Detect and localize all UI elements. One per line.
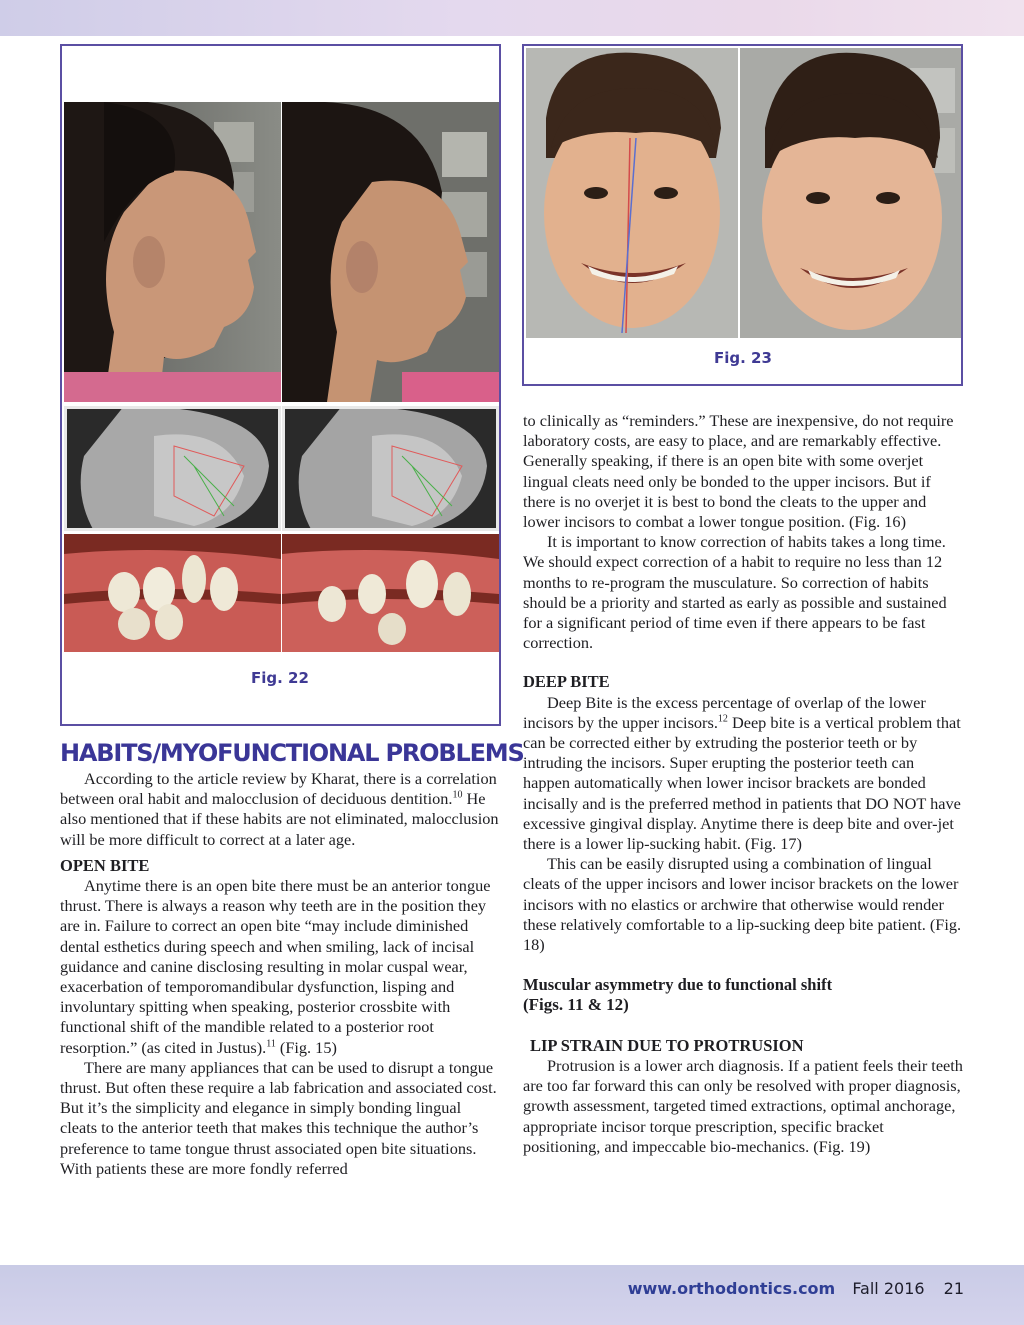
profile-photo-right (282, 102, 499, 402)
top-header-band (0, 0, 1024, 36)
deep-bite-paragraph-1: Deep Bite is the excess percentage of overlap of the lower incisors by the upper incisors.$^{12}$ Deep bite is a vertical problem that can be corrected either by extruding the posterior teeth or by intruding the incisors. Super erupting the posterior teeth can happen automatically when lower incisor brackets are bonded incisally and is the preferred method in patients that DO NOT have excessive gingival display. Anytime there is deep bite and over-jet there is a lower lip-sucking habit. (Fig. 17) (523, 692, 961, 854)
issue-label: Fall 2016 (852, 1279, 925, 1298)
figure-23 (522, 44, 963, 386)
page-number: 21 (943, 1279, 964, 1298)
open-bite-paragraph-1: Anytime there is an open bite there must be an anterior tongue thrust. There is always a reason why teeth are in the position they are in. Failure to correct an open bite “may include diminished dental esthetics during speech and when smiling, lack of incisal guidance and canine disclosing resulting in molar cuspal wear, exacerbation of temporomandibular dysfunction, lisping and involuntary spitting when speaking, posterior crossbite with functional shift of the mandible related to a posterior root resorption.” (as cited in Justus).$^{11}$ (Fig. 15) (60, 876, 491, 1057)
figure-22 (60, 44, 501, 726)
lip-strain-paragraph: Protrusion is a lower arch diagnosis. If a patient feels their teeth are too far forward this can only be resolved with proper diagnosis, growth assessment, targeted timed extractions, optimal anchorage, appropriate incisor torque prescription, specific bracket positioning, and impeccable bio-mechanics. (Fig. 19) (523, 1055, 963, 1156)
smile-photo-right (740, 48, 961, 338)
figure-23-caption: Fig. 23 (714, 349, 772, 367)
right-column (523, 411, 965, 1157)
continued-paragraph: to clinically as “reminders.” These are inexpensive, do not require laboratory costs, are easy to place, and are remarkably effective. Generally speaking, if there is an open bite with some overjet lingual cleats need only be bonded to the upper incisors. But if there is no overjet it is best to bond the cleats to the upper and lower incisors to combat a lower tongue position. (Fig. 16) (523, 411, 954, 532)
lip-strain-heading: LIP STRAIN DUE TO PROTRUSION (530, 1035, 804, 1055)
deep-bite-paragraph-2: This can be easily disrupted using a combination of lingual cleats of the upper incisors and lower incisor brackets on the lower incisors with no elastics or archwire that otherwise would render these relatively comfortable to a lip-sucking deep bite patient. (Fig. 18) (523, 854, 962, 955)
muscular-figs-ref: (Figs. 11 & 12) (523, 995, 629, 1015)
ceph-xray-right (282, 406, 499, 531)
open-bite-heading: OPEN BITE (60, 855, 150, 875)
muscular-asymmetry-heading: Muscular asymmetry due to functional shift (523, 975, 833, 995)
section-heading-habits: HABITS/MYOFUNCTIONAL PROBLEMS (60, 739, 524, 767)
profile-photo-left (64, 102, 281, 402)
figure-22-caption: Fig. 22 (251, 669, 309, 687)
intraoral-photo-right (282, 534, 499, 652)
intraoral-photo-left (64, 534, 281, 652)
left-column (60, 769, 500, 1179)
ceph-xray-left (64, 406, 281, 531)
habits-duration-paragraph: It is important to know correction of habits takes a long time. We should expect correction of a habit to require no less than 12 months to re-program the musculature. So correction of habits should be a priority and started as early as possible and sustained for a significant period of time even if there appears to be fast correction. (523, 532, 947, 653)
deep-bite-heading: DEEP BITE (523, 672, 610, 692)
smile-photo-left (526, 48, 738, 338)
open-bite-paragraph-2: There are many appliances that can be used to disrupt a tongue thrust. But often these require a lab fabrication and associated cost. But it’s the simplicity and elegance in simply bonding lingual cleats to the anterior teeth that makes this technique the author’s preference to tame tongue thrust associated open bite situations. With patients these are more fondly referred (60, 1057, 497, 1178)
page-footer (628, 1279, 964, 1298)
website-link[interactable]: www.orthodontics.com (627, 1279, 836, 1298)
intro-paragraph: According to the article review by Kharat, there is a correlation between oral habit and malocclusion of deciduous dentition.$^{10}$ He also mentioned that if these habits are not eliminated, malocclusion will be more difficult to correct at a later age. (60, 769, 499, 849)
